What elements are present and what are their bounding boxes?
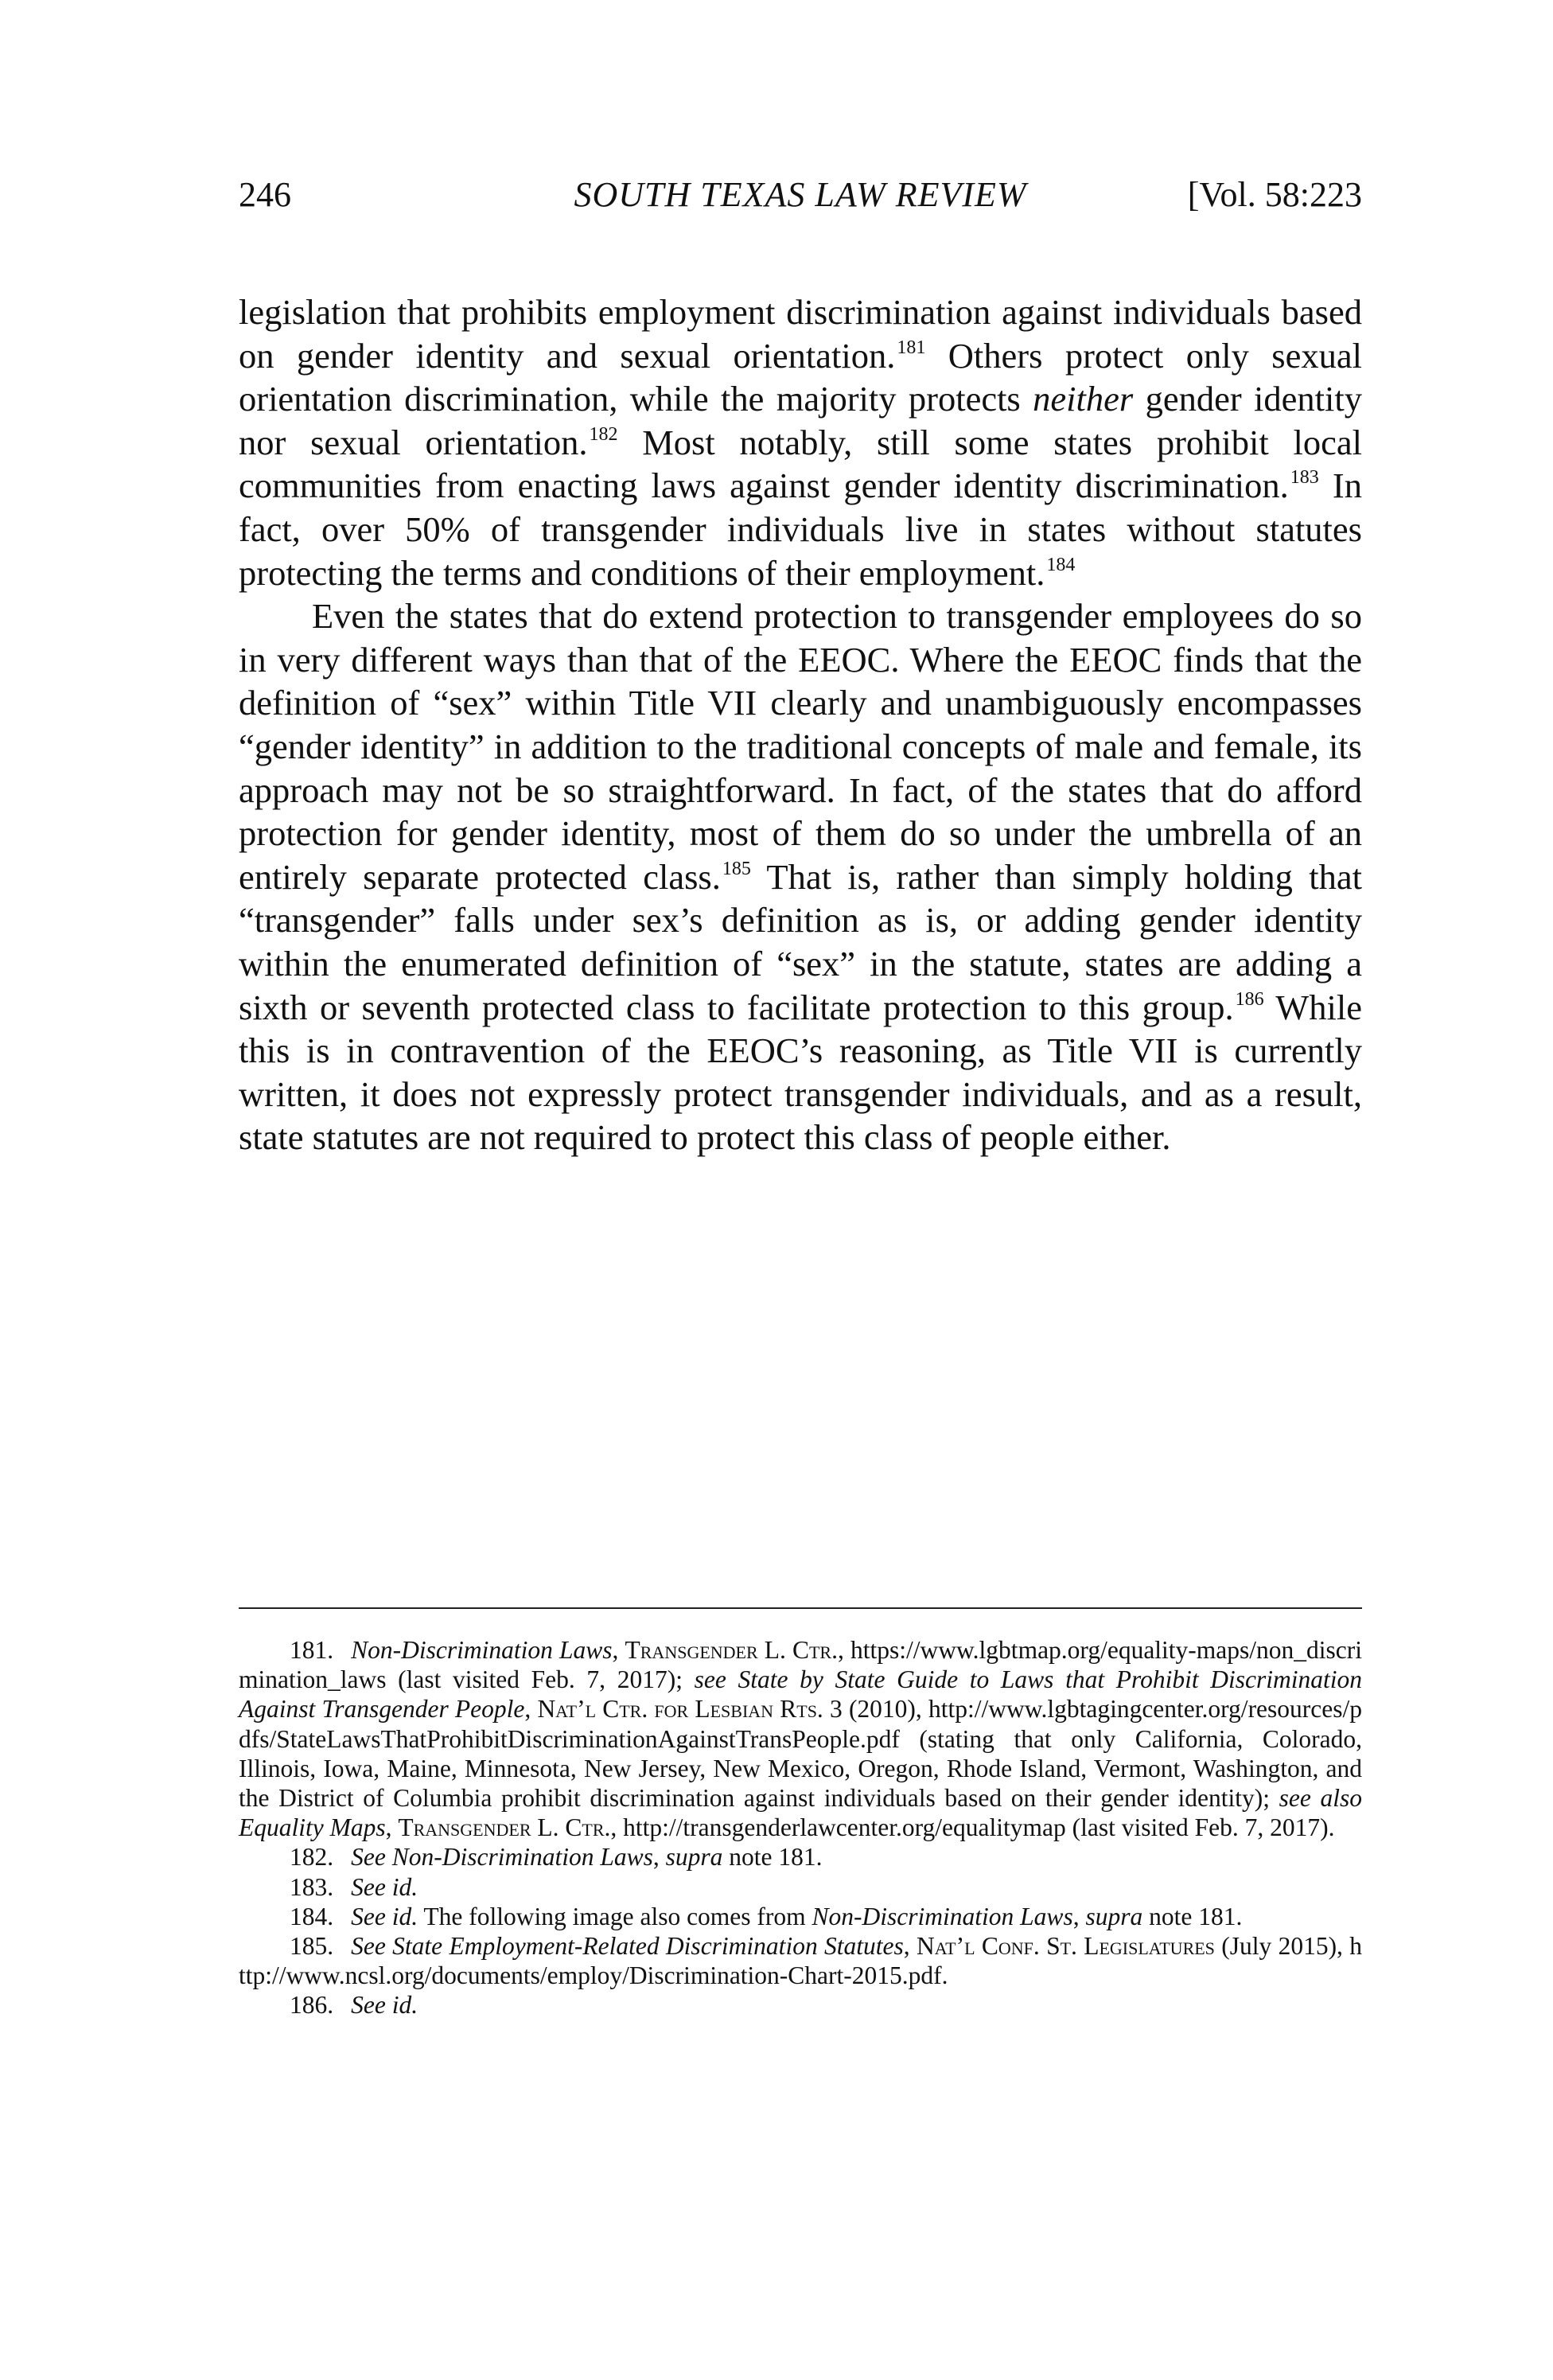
footnote-text: ,: [652, 1843, 666, 1872]
footnote-number: 181.: [290, 1636, 334, 1664]
citation-source: Nat’l Ctr. for Lesbian Rts.: [537, 1695, 823, 1724]
footnote-text: note 181.: [722, 1843, 823, 1872]
footnote-number: 183.: [290, 1872, 334, 1901]
footnote-number: 184.: [290, 1902, 334, 1930]
footnote-ref-182[interactable]: 182: [589, 423, 618, 445]
p2-sentence-1: Even the states that do extend protection to transgender employees do so in very different ways than that of the EEOC. Where the EEOC finds that the definition of “sex” within Title VII clearly and unambiguously encompasses “gender identity” in addition to the traditional concepts of male and female, its approach may not be so straightforward. In fact, of the states that do afford protection for gender identity, most of them do so under the umbrella of an entirely separate protected class.: [239, 596, 1362, 897]
footnote-ref-186[interactable]: 186: [1235, 988, 1264, 1010]
citation-signal: supra: [1085, 1902, 1143, 1930]
citation-source: Transgender L. Ctr.: [625, 1636, 838, 1664]
footnote-text: ,: [385, 1813, 399, 1842]
footnote-185: [239, 1931, 1362, 1990]
citation-title: see State by State Guide to Laws that Prohibit Discrimination Against Transgender People: [239, 1665, 1362, 1724]
p1-sentence-2a: Others protect only sexual orientation discrimination, while the majority protects: [239, 335, 1362, 419]
p1-sentence-1: legislation that prohibits employment discrimination against individuals based on gender identity and sexual orientation.: [239, 292, 1362, 376]
footnote-number: 185.: [290, 1932, 334, 1961]
p1-sentence-4: In fact, over 50% of transgender individuals live in states without statutes protecting the terms and conditions of their employment.: [239, 465, 1362, 593]
citation-title: Non-Discrimination Laws: [351, 1636, 613, 1664]
citation-link[interactable]: http://www.ncsl.org/documents/employ/Discrimination-Chart-2015.pdf: [239, 1932, 1362, 1990]
footnote-number: 186.: [290, 1991, 334, 2020]
footnote-ref-181[interactable]: 181: [897, 337, 926, 358]
footnote-text: ,: [524, 1695, 538, 1724]
footnote-number: 182.: [290, 1843, 334, 1872]
citation-signal: See id.: [351, 1902, 418, 1930]
citation-signal: supra: [665, 1843, 723, 1872]
paragraph-2: [239, 594, 1362, 1159]
body-text: [239, 290, 1362, 1159]
footnote-184: [239, 1902, 1362, 1931]
footnote-186: [239, 1990, 1362, 2020]
footnote-182: [239, 1842, 1362, 1872]
footnote-ref-185[interactable]: 185: [722, 858, 751, 879]
footnote-text: (last visited Feb. 7, 2017).: [1065, 1813, 1335, 1842]
p2-sentence-3: While this is in contravention of the EEOC’s reasoning, as Title VII is currently written, it does not expressly protect transgender individuals, and as a result, state statutes are not required to protect this class of people either.: [239, 987, 1362, 1158]
footnote-ref-183[interactable]: 183: [1290, 467, 1319, 489]
footnote-divider: [239, 1607, 1362, 1609]
citation-title: see also Equality Maps: [239, 1784, 1362, 1842]
citation-title: See State Employment-Related Discrimination Statutes: [351, 1932, 904, 1961]
footnote-text: .: [941, 1961, 948, 1990]
running-head: [239, 171, 1362, 219]
footnote-text: (last visited Feb. 7, 2017);: [386, 1665, 695, 1694]
citation-title: Non-Discrimination Laws: [812, 1902, 1073, 1930]
footnote-text: ,: [1072, 1902, 1086, 1930]
citation-signal: See id.: [351, 1991, 418, 2020]
footnote-text: The following image also comes from: [418, 1902, 812, 1930]
footnote-text: (July 2015),: [1214, 1932, 1350, 1961]
page-number: 246: [239, 175, 291, 214]
citation-link[interactable]: https://www.lgbtmap.org/equality-maps/non_discrimination_laws: [239, 1636, 1363, 1694]
citation-signal: See id.: [351, 1872, 418, 1901]
footnote-ref-184[interactable]: 184: [1046, 554, 1076, 575]
citation-link[interactable]: http://transgenderlawcenter.org/equalitymap: [623, 1813, 1066, 1842]
p2-sentence-2: That is, rather than simply holding that “transgender” falls under sex’s definition as is, or adding gender identity within the enumerated definition of “sex” in the statute, states are adding a sixth or seventh protected class to facilitate protection to this group.: [239, 856, 1363, 1027]
footnote-181: [239, 1635, 1362, 1842]
footnote-text: ,: [903, 1932, 917, 1961]
footnote-text: 3 (2010),: [823, 1695, 928, 1724]
footnote-text: note 181.: [1142, 1902, 1243, 1930]
journal-title: SOUTH TEXAS LAW REVIEW: [574, 175, 1027, 214]
footnote-text: ,: [837, 1636, 850, 1664]
footnotes: [239, 1635, 1362, 2020]
paragraph-1: [239, 290, 1362, 594]
p1-sentence-2b: gender identity nor sexual orientation.: [239, 379, 1362, 462]
volume-citation: [Vol. 58:223: [1187, 175, 1362, 214]
citation-source: Nat’l Conf. St. Legislatures: [916, 1932, 1215, 1961]
citation-source: Transgender L. Ctr.: [398, 1813, 611, 1842]
p1-emphasis-neither: neither: [1033, 379, 1134, 419]
footnote-text: ,: [612, 1636, 625, 1664]
citation-link[interactable]: http://www.lgbtagingcenter.org/resources/pdfs/StateLawsThatProhibitDiscriminationAgainstTransPeople.pdf: [239, 1695, 1363, 1753]
p1-sentence-3: Most notably, still some states prohibit local communities from enacting laws against gender identity discrimination.: [239, 422, 1363, 506]
footnote-183: [239, 1872, 1362, 1902]
citation-title: See Non-Discrimination Laws: [351, 1843, 653, 1872]
footnote-text: ,: [610, 1813, 624, 1842]
footnote-text: (stating that only California, Colorado, Illinois, Iowa, Maine, Minnesota, New Jersey, New Mexico, Oregon, Rhode Island, Vermont, Washington, and the District of Columbia prohibit discrimination against individuals based on their gender identity);: [239, 1724, 1362, 1813]
